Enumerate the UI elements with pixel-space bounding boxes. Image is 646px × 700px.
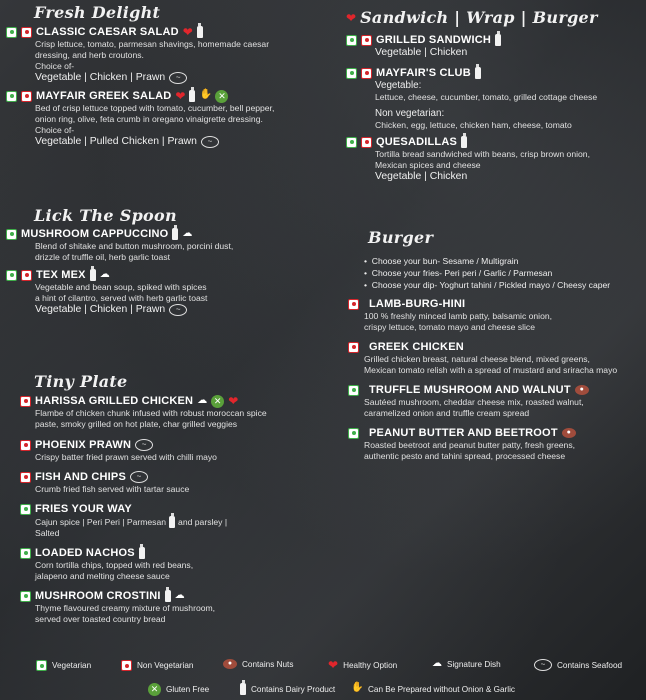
nonveg-icon	[20, 440, 31, 451]
legend-onion-garlic: ✋ Can Be Prepared without Onion & Garlic	[351, 682, 515, 694]
menu-item-classic-caesar-salad	[6, 25, 324, 84]
nonveg-icon	[21, 91, 32, 102]
legend-non-vegetarian: Non Vegetarian	[121, 660, 193, 671]
item-name: LAMB-BURG-HINI	[369, 298, 466, 310]
nonveg-icon	[20, 396, 31, 407]
milk-bottle-icon	[165, 590, 171, 602]
milk-bottle-icon	[197, 26, 203, 38]
item-description: Flambe of chicken chunk infused with robust moroccan spice paste, smoky grilled on hot plate, char grilled veggies	[35, 408, 267, 429]
item-name: TEX MEX	[36, 269, 86, 281]
item-name: MUSHROOM CAPPUCCINO	[21, 228, 169, 240]
veg-icon	[20, 504, 31, 515]
milk-bottle-icon	[189, 90, 195, 102]
heart-icon: ❤	[346, 10, 357, 25]
veg-description: Lettuce, cheese, cucumber, tomato, grilled cottage cheese	[375, 92, 598, 102]
item-options: Vegetable | Chicken	[375, 171, 468, 182]
item-name: GREEK CHICKEN	[369, 341, 464, 353]
item-description: Blend of shitake and button mushroom, porcini dust, drizzle of truffle oil, herb garlic toast	[35, 241, 234, 262]
item-name: HARISSA GRILLED CHICKEN	[35, 395, 194, 407]
milk-bottle-icon	[461, 136, 467, 148]
veg-icon	[6, 229, 17, 240]
nonveg-icon	[348, 299, 359, 310]
menu-item-peanut-butter-and-beetroot	[346, 426, 642, 462]
menu-item-tex-mex	[6, 268, 324, 316]
prawn-icon: ~	[169, 72, 187, 84]
item-description: Cajun spice | Peri Peri | Parmesan and parsley | Salted	[35, 516, 228, 538]
nut-icon: ●	[223, 659, 237, 669]
menu-item-greek-chicken	[346, 340, 642, 376]
menu-item-phoenix-prawn	[6, 438, 324, 463]
onion-icon: ✋	[351, 682, 364, 693]
menu-item-grilled-sandwich	[346, 33, 642, 59]
nonveg-label: Non vegetarian:	[375, 108, 445, 119]
milk-bottle-icon	[475, 67, 481, 79]
milk-bottle-icon	[139, 547, 145, 559]
item-description: Sautéed mushroom, cheddar cheese mix, roasted walnut, caramelized onion and truffle cream spread	[364, 397, 584, 418]
legend-gluten-free: ✕ Gluten Free	[148, 683, 209, 696]
item-description: Crisp lettuce, tomato, parmesan shavings, homemade caesar dressing, and herb croutons. Choice of-	[35, 39, 270, 71]
nonveg-icon	[348, 342, 359, 353]
menu-item-fish-and-chips	[6, 470, 324, 495]
item-name: PHOENIX PRAWN	[35, 439, 132, 451]
section-title-tiny-plate: Tiny Plate	[34, 372, 128, 391]
nonveg-icon	[21, 27, 32, 38]
menu-item-loaded-nachos	[6, 546, 324, 582]
veg-icon	[346, 68, 357, 79]
legend-dairy: Contains Dairy Product	[240, 683, 335, 695]
item-description: Thyme flavoured creamy mixture of mushroom, served over toasted country bread	[35, 603, 216, 624]
chef-hat-icon: ☁	[432, 658, 442, 669]
legend-healthy: ❤ Healthy Option	[328, 658, 398, 672]
chef-hat-icon: ☁	[197, 395, 208, 406]
section-title-fresh-delight: Fresh Delight	[34, 3, 161, 22]
item-options: Vegetable | Chicken	[375, 47, 468, 58]
item-options: Vegetable | Pulled Chicken | Prawn ~	[35, 136, 324, 148]
wheat-icon: ✕	[215, 90, 228, 103]
heart-icon: ❤	[328, 658, 339, 672]
veg-icon	[6, 270, 17, 281]
menu-item-lamb-burg-hini	[346, 297, 642, 333]
prawn-icon: ~	[534, 659, 552, 671]
nut-icon: ●	[562, 428, 576, 438]
veg-icon	[36, 660, 47, 671]
nonveg-icon	[20, 472, 31, 483]
milk-bottle-icon	[240, 683, 246, 695]
nonveg-icon	[361, 35, 372, 46]
bullet-dip: • Choose your dip- Yoghurt tahini / Pickled mayo / Cheesy caper	[364, 280, 611, 290]
veg-icon	[346, 137, 357, 148]
legend-signature: ☁ Signature Dish	[432, 658, 501, 669]
menu-item-truffle-mushroom-and-walnut	[346, 383, 642, 419]
heart-icon: ❤	[228, 394, 239, 408]
heart-icon: ❤	[175, 89, 186, 103]
item-options: Vegetable | Chicken | Prawn ~	[35, 72, 324, 84]
chef-hat-icon: ☁	[182, 228, 193, 239]
item-description: Roasted beetroot and peanut butter patty, fresh greens, authentic pesto and tahini spread, processed cheese	[364, 440, 576, 461]
menu-item-fries-your-way	[6, 502, 324, 539]
legend-vegetarian: Vegetarian	[36, 660, 91, 671]
item-description: Crispy batter fried prawn served with chilli mayo	[35, 452, 217, 462]
item-description: Crumb fried fish served with tartar sauce	[35, 484, 190, 494]
veg-icon	[346, 35, 357, 46]
item-name: PEANUT BUTTER AND BEETROOT	[369, 427, 558, 439]
bullet-bun: • Choose your bun- Sesame / Multigrain	[364, 256, 519, 266]
prawn-icon: ~	[135, 439, 153, 451]
milk-bottle-icon	[172, 228, 178, 240]
menu-item-harissa-grilled-chicken	[6, 394, 324, 430]
milk-bottle-icon	[495, 34, 501, 46]
veg-icon	[6, 27, 17, 38]
item-name: MAYFAIR'S CLUB	[376, 67, 471, 79]
item-description: Tortilla bread sandwiched with beans, crisp brown onion, Mexican spices and cheese	[375, 149, 590, 170]
legend-seafood: ~ Contains Seafood	[534, 659, 622, 671]
legend-nuts: ● Contains Nuts	[223, 659, 293, 669]
burger-choices	[364, 255, 610, 291]
item-options: Vegetable | Chicken | Prawn ~	[35, 304, 324, 316]
milk-bottle-icon	[90, 269, 96, 281]
item-description: Vegetable and bean soup, spiked with spices a hint of cilantro, served with herb garlic toast	[35, 282, 208, 303]
menu-item-mayfairs-club	[346, 66, 642, 131]
nonveg-description: Chicken, egg, lettuce, chicken ham, cheese, tomato	[375, 120, 572, 130]
nut-icon: ●	[575, 385, 589, 395]
item-description: 100 % freshly minced lamb patty, balsamic onion, crispy lettuce, tomato mayo and cheese slice	[364, 311, 553, 332]
item-name: GRILLED SANDWICH	[376, 34, 492, 46]
menu-item-mushroom-crostini	[6, 589, 324, 625]
veg-icon	[20, 591, 31, 602]
section-title-sandwich: Sandwich | Wrap | Burger	[360, 8, 598, 27]
veg-icon	[6, 91, 17, 102]
veg-icon	[348, 428, 359, 439]
heart-icon: ❤	[182, 25, 193, 39]
item-name: FRIES YOUR WAY	[35, 503, 132, 515]
menu-item-quesadillas	[346, 135, 642, 183]
nonveg-icon	[361, 68, 372, 79]
wheat-icon: ✕	[148, 683, 161, 696]
section-title-lick-the-spoon: Lick The Spoon	[34, 206, 177, 225]
section-header-sandwich	[346, 8, 598, 27]
item-name: LOADED NACHOS	[35, 547, 135, 559]
prawn-icon: ~	[201, 136, 219, 148]
chef-hat-icon: ☁	[99, 269, 110, 280]
item-description: Corn tortilla chips, topped with red beans, jalapeno and melting cheese sauce	[35, 560, 194, 581]
veg-icon	[348, 385, 359, 396]
item-name: TRUFFLE MUSHROOM AND WALNUT	[369, 384, 571, 396]
veg-label: Vegetable:	[375, 80, 422, 91]
item-description: Grilled chicken breast, natural cheese blend, mixed greens, Mexican tomato relish with a spread of mustard and sriracha mayo	[364, 354, 618, 375]
menu-item-mayfair-greek-salad	[6, 89, 324, 148]
prawn-icon: ~	[169, 304, 187, 316]
bullet-fries: • Choose your fries- Peri peri / Garlic / Parmesan	[364, 268, 553, 278]
veg-icon	[20, 548, 31, 559]
item-name: FISH AND CHIPS	[35, 471, 127, 483]
menu-item-mushroom-cappuccino	[6, 227, 324, 263]
item-description: Bed of crisp lettuce topped with tomato, cucumber, bell pepper, onion ring, olive, feta crumb in oregano vinaigrette dressing. Choice of-	[35, 103, 275, 135]
prawn-icon: ~	[130, 471, 148, 483]
milk-bottle-icon	[169, 516, 175, 528]
nonveg-icon	[121, 660, 132, 671]
item-name: MUSHROOM CROSTINI	[35, 590, 161, 602]
onion-icon: ✋	[199, 89, 212, 100]
nonveg-icon	[361, 137, 372, 148]
item-name: CLASSIC CAESAR SALAD	[36, 26, 179, 38]
chef-hat-icon: ☁	[174, 590, 185, 601]
section-title-burger: Burger	[368, 228, 434, 247]
wheat-icon: ✕	[211, 395, 224, 408]
item-name: QUESADILLAS	[376, 136, 458, 148]
item-name: MAYFAIR GREEK SALAD	[36, 90, 172, 102]
nonveg-icon	[21, 270, 32, 281]
